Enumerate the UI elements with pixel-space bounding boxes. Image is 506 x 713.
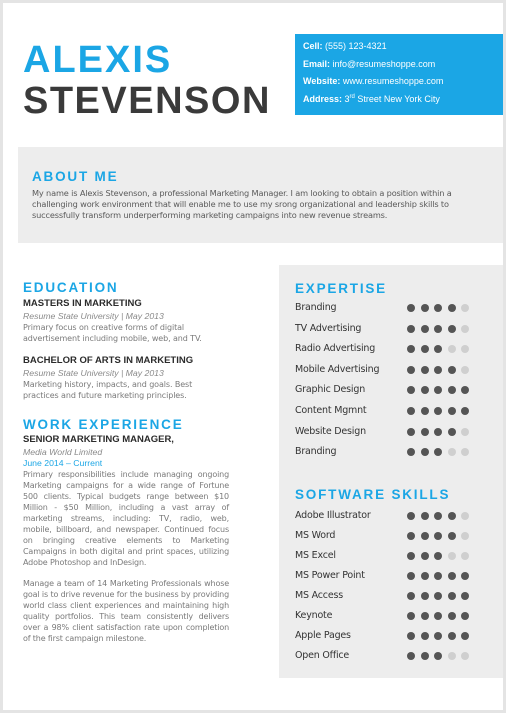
rating-dot-filled bbox=[407, 448, 415, 456]
expertise-title: EXPERTISE bbox=[295, 281, 387, 296]
skill-row bbox=[295, 442, 495, 463]
rating-dot-empty bbox=[448, 552, 456, 560]
skill-row bbox=[295, 506, 495, 526]
skill-label: Content Mgmnt bbox=[295, 404, 367, 416]
job-dates: June 2014 – Current bbox=[23, 458, 103, 468]
rating-dot-empty bbox=[461, 325, 469, 333]
rating-dot-empty bbox=[461, 366, 469, 374]
rating-dot-filled bbox=[434, 448, 442, 456]
rating-dot-filled bbox=[434, 407, 442, 415]
rating-dot-filled bbox=[434, 386, 442, 394]
skill-label: Apple Pages bbox=[295, 630, 351, 641]
rating-dot-filled bbox=[407, 652, 415, 660]
rating-dot-filled bbox=[448, 366, 456, 374]
rating-dot-empty bbox=[461, 652, 469, 660]
contact-website bbox=[303, 76, 495, 94]
address-label: Address: bbox=[303, 93, 343, 104]
skill-row bbox=[295, 606, 495, 626]
rating-dot-empty bbox=[461, 532, 469, 540]
skill-label: Mobile Advertising bbox=[295, 363, 380, 375]
rating-dot-filled bbox=[421, 532, 429, 540]
rating-dot-filled bbox=[448, 512, 456, 520]
rating-dot-filled bbox=[434, 366, 442, 374]
rating-dots bbox=[407, 592, 469, 600]
rating-dot-filled bbox=[434, 512, 442, 520]
rating-dot-filled bbox=[434, 552, 442, 560]
rating-dot-filled bbox=[421, 572, 429, 580]
rating-dot-filled bbox=[448, 532, 456, 540]
skill-label: Branding bbox=[295, 446, 337, 458]
skill-row bbox=[295, 319, 495, 340]
email-value[interactable]: info@resumeshoppe.com bbox=[332, 58, 436, 69]
software-title: SOFTWARE SKILLS bbox=[295, 487, 451, 502]
rating-dot-filled bbox=[407, 532, 415, 540]
first-name: ALEXIS bbox=[23, 39, 173, 81]
contact-address bbox=[303, 94, 495, 112]
education-description: Marketing history, impacts, and goals. Best practices and future marketing principles. bbox=[23, 380, 193, 400]
rating-dot-filled bbox=[407, 407, 415, 415]
job-description-2: Manage a team of 14 Marketing Professionals whose goal is to drive revenue for the business by providing world class client experiences and maintaining high quality portfolios. This team consistently delivers over a 98% client satisfaction rate upon completion of the first campaign milestone. bbox=[23, 579, 229, 643]
rating-dot-filled bbox=[407, 512, 415, 520]
education-degree: MASTERS IN MARKETING bbox=[23, 298, 142, 309]
rating-dot-filled bbox=[421, 612, 429, 620]
rating-dot-empty bbox=[461, 552, 469, 560]
rating-dot-filled bbox=[421, 448, 429, 456]
rating-dot-filled bbox=[407, 612, 415, 620]
rating-dot-empty bbox=[448, 448, 456, 456]
last-name: STEVENSON bbox=[23, 80, 271, 122]
skill-row bbox=[295, 298, 495, 319]
rating-dot-filled bbox=[421, 592, 429, 600]
skill-label: Keynote bbox=[295, 610, 333, 621]
skill-label: Open Office bbox=[295, 650, 350, 661]
work-title: WORK EXPERIENCE bbox=[23, 417, 184, 432]
skill-label: Graphic Design bbox=[295, 384, 366, 396]
rating-dot-filled bbox=[448, 304, 456, 312]
address-suffix: rd bbox=[349, 93, 355, 100]
rating-dot-filled bbox=[421, 345, 429, 353]
rating-dot-filled bbox=[461, 592, 469, 600]
rating-dot-filled bbox=[434, 325, 442, 333]
skill-row bbox=[295, 586, 495, 606]
left-column bbox=[23, 280, 229, 644]
rating-dot-filled bbox=[448, 612, 456, 620]
rating-dot-filled bbox=[407, 386, 415, 394]
skill-label: MS Excel bbox=[295, 550, 336, 561]
rating-dot-filled bbox=[448, 632, 456, 640]
rating-dot-filled bbox=[421, 552, 429, 560]
rating-dot-filled bbox=[461, 572, 469, 580]
rating-dot-filled bbox=[421, 325, 429, 333]
about-title: ABOUT ME bbox=[32, 169, 119, 184]
expertise-list bbox=[295, 298, 495, 463]
rating-dots bbox=[407, 572, 469, 580]
rating-dot-filled bbox=[407, 325, 415, 333]
contact-phone bbox=[303, 41, 495, 59]
rating-dot-empty bbox=[461, 345, 469, 353]
rating-dot-empty bbox=[448, 652, 456, 660]
rating-dots bbox=[407, 428, 469, 436]
rating-dots bbox=[407, 366, 469, 374]
address-number: 3 bbox=[344, 93, 350, 104]
skill-row bbox=[295, 380, 495, 401]
education-degree: BACHELOR OF ARTS IN MARKETING bbox=[23, 355, 194, 366]
rating-dot-filled bbox=[407, 632, 415, 640]
rating-dots bbox=[407, 612, 469, 620]
rating-dot-filled bbox=[448, 386, 456, 394]
rating-dot-filled bbox=[421, 632, 429, 640]
website-value[interactable]: www.resumeshoppe.com bbox=[342, 76, 444, 86]
job-title: SENIOR MARKETING MANAGER, bbox=[23, 434, 174, 445]
rating-dot-filled bbox=[407, 592, 415, 600]
rating-dot-filled bbox=[434, 632, 442, 640]
rating-dot-filled bbox=[421, 512, 429, 520]
rating-dots bbox=[407, 345, 469, 353]
skill-row bbox=[295, 646, 495, 666]
skill-row bbox=[295, 626, 495, 646]
education-school: Resume State University | May 2013 bbox=[23, 368, 164, 378]
phone-value: (555) 123-4321 bbox=[325, 41, 387, 51]
education-description: Primary focus on creative forms of digital advertisement including mobile, web, and TV. bbox=[23, 323, 202, 343]
rating-dot-filled bbox=[448, 592, 456, 600]
rating-dots bbox=[407, 304, 469, 312]
skill-label: MS Word bbox=[295, 530, 336, 541]
rating-dot-filled bbox=[407, 304, 415, 312]
skill-row bbox=[295, 401, 495, 422]
rating-dot-filled bbox=[407, 552, 415, 560]
expertise-section bbox=[295, 281, 495, 463]
software-section bbox=[295, 487, 495, 666]
contact-email bbox=[303, 59, 495, 77]
rating-dot-filled bbox=[407, 428, 415, 436]
rating-dot-filled bbox=[448, 325, 456, 333]
email-label: Email: bbox=[303, 58, 331, 69]
rating-dot-empty bbox=[461, 304, 469, 312]
education-title: EDUCATION bbox=[23, 280, 119, 295]
skill-label: TV Advertising bbox=[295, 322, 362, 334]
software-list bbox=[295, 506, 495, 666]
rating-dot-filled bbox=[421, 366, 429, 374]
skill-label: Branding bbox=[295, 302, 337, 313]
skill-label: MS Access bbox=[295, 590, 343, 601]
rating-dot-filled bbox=[407, 366, 415, 374]
skill-row bbox=[295, 526, 495, 546]
skill-label: Adobe Illustrator bbox=[295, 510, 371, 521]
rating-dots bbox=[407, 632, 469, 640]
website-label: Website: bbox=[303, 76, 341, 86]
rating-dot-filled bbox=[434, 652, 442, 660]
skill-row bbox=[295, 566, 495, 586]
rating-dot-filled bbox=[407, 572, 415, 580]
rating-dot-filled bbox=[421, 386, 429, 394]
rating-dot-empty bbox=[461, 512, 469, 520]
education-school: Resume State University | May 2013 bbox=[23, 311, 164, 321]
rating-dot-filled bbox=[461, 612, 469, 620]
rating-dots bbox=[407, 386, 469, 394]
education-item bbox=[23, 298, 229, 344]
about-text: My name is Alexis Stevenson, a professional Marketing Manager. I am looking to obtain a position within a challenging work environment that will enable me to use my srong organizational and leadership skills to successfully transform underperforming marketing campaigns into new revenue streams. bbox=[32, 188, 452, 220]
rating-dot-filled bbox=[448, 428, 456, 436]
rating-dot-filled bbox=[434, 345, 442, 353]
rating-dots bbox=[407, 448, 469, 456]
skill-label: Radio Advertising bbox=[295, 343, 376, 355]
skill-label: MS Power Point bbox=[295, 570, 365, 581]
rating-dot-filled bbox=[461, 407, 469, 415]
rating-dot-filled bbox=[421, 407, 429, 415]
skill-row bbox=[295, 546, 495, 566]
address-rest: Street New York City bbox=[354, 93, 440, 104]
rating-dots bbox=[407, 652, 469, 660]
rating-dot-empty bbox=[461, 448, 469, 456]
job-description-1: Primary responsibilities include managing ongoing Marketing campaigns for a wide range of Fortune 500 clients. Typical budgets range between $10 Million - $50 Million, including a vast array of marketing streams, including: TV, radio, web, mobile, billboard, and newspaper. Continued focus on bringing creative elements to Marketing Campaigns in both digital and print spaces, utilizing Adobe Photoshop and InDesign. bbox=[23, 470, 229, 567]
address-value bbox=[345, 94, 440, 104]
rating-dot-filled bbox=[434, 304, 442, 312]
rating-dot-filled bbox=[421, 428, 429, 436]
rating-dots bbox=[407, 325, 469, 333]
education-item bbox=[23, 355, 229, 401]
resume-page bbox=[3, 3, 503, 710]
contact-box bbox=[295, 34, 503, 115]
skill-label: Website Design bbox=[295, 425, 366, 437]
rating-dot-filled bbox=[434, 532, 442, 540]
skill-row bbox=[295, 422, 495, 443]
rating-dot-filled bbox=[407, 345, 415, 353]
rating-dot-filled bbox=[421, 304, 429, 312]
rating-dot-filled bbox=[434, 592, 442, 600]
rating-dot-filled bbox=[448, 407, 456, 415]
rating-dot-empty bbox=[448, 345, 456, 353]
job-company: Media World Limited bbox=[23, 447, 103, 457]
rating-dots bbox=[407, 512, 469, 520]
rating-dot-filled bbox=[421, 652, 429, 660]
skill-row bbox=[295, 339, 495, 360]
rating-dots bbox=[407, 532, 469, 540]
rating-dot-filled bbox=[461, 386, 469, 394]
phone-label: Cell: bbox=[303, 41, 323, 51]
rating-dot-filled bbox=[434, 612, 442, 620]
rating-dot-filled bbox=[434, 428, 442, 436]
skill-row bbox=[295, 360, 495, 381]
rating-dot-filled bbox=[434, 572, 442, 580]
rating-dot-filled bbox=[461, 632, 469, 640]
about-section bbox=[18, 147, 503, 243]
rating-dots bbox=[407, 407, 469, 415]
rating-dots bbox=[407, 552, 469, 560]
rating-dot-filled bbox=[448, 572, 456, 580]
rating-dot-empty bbox=[461, 428, 469, 436]
